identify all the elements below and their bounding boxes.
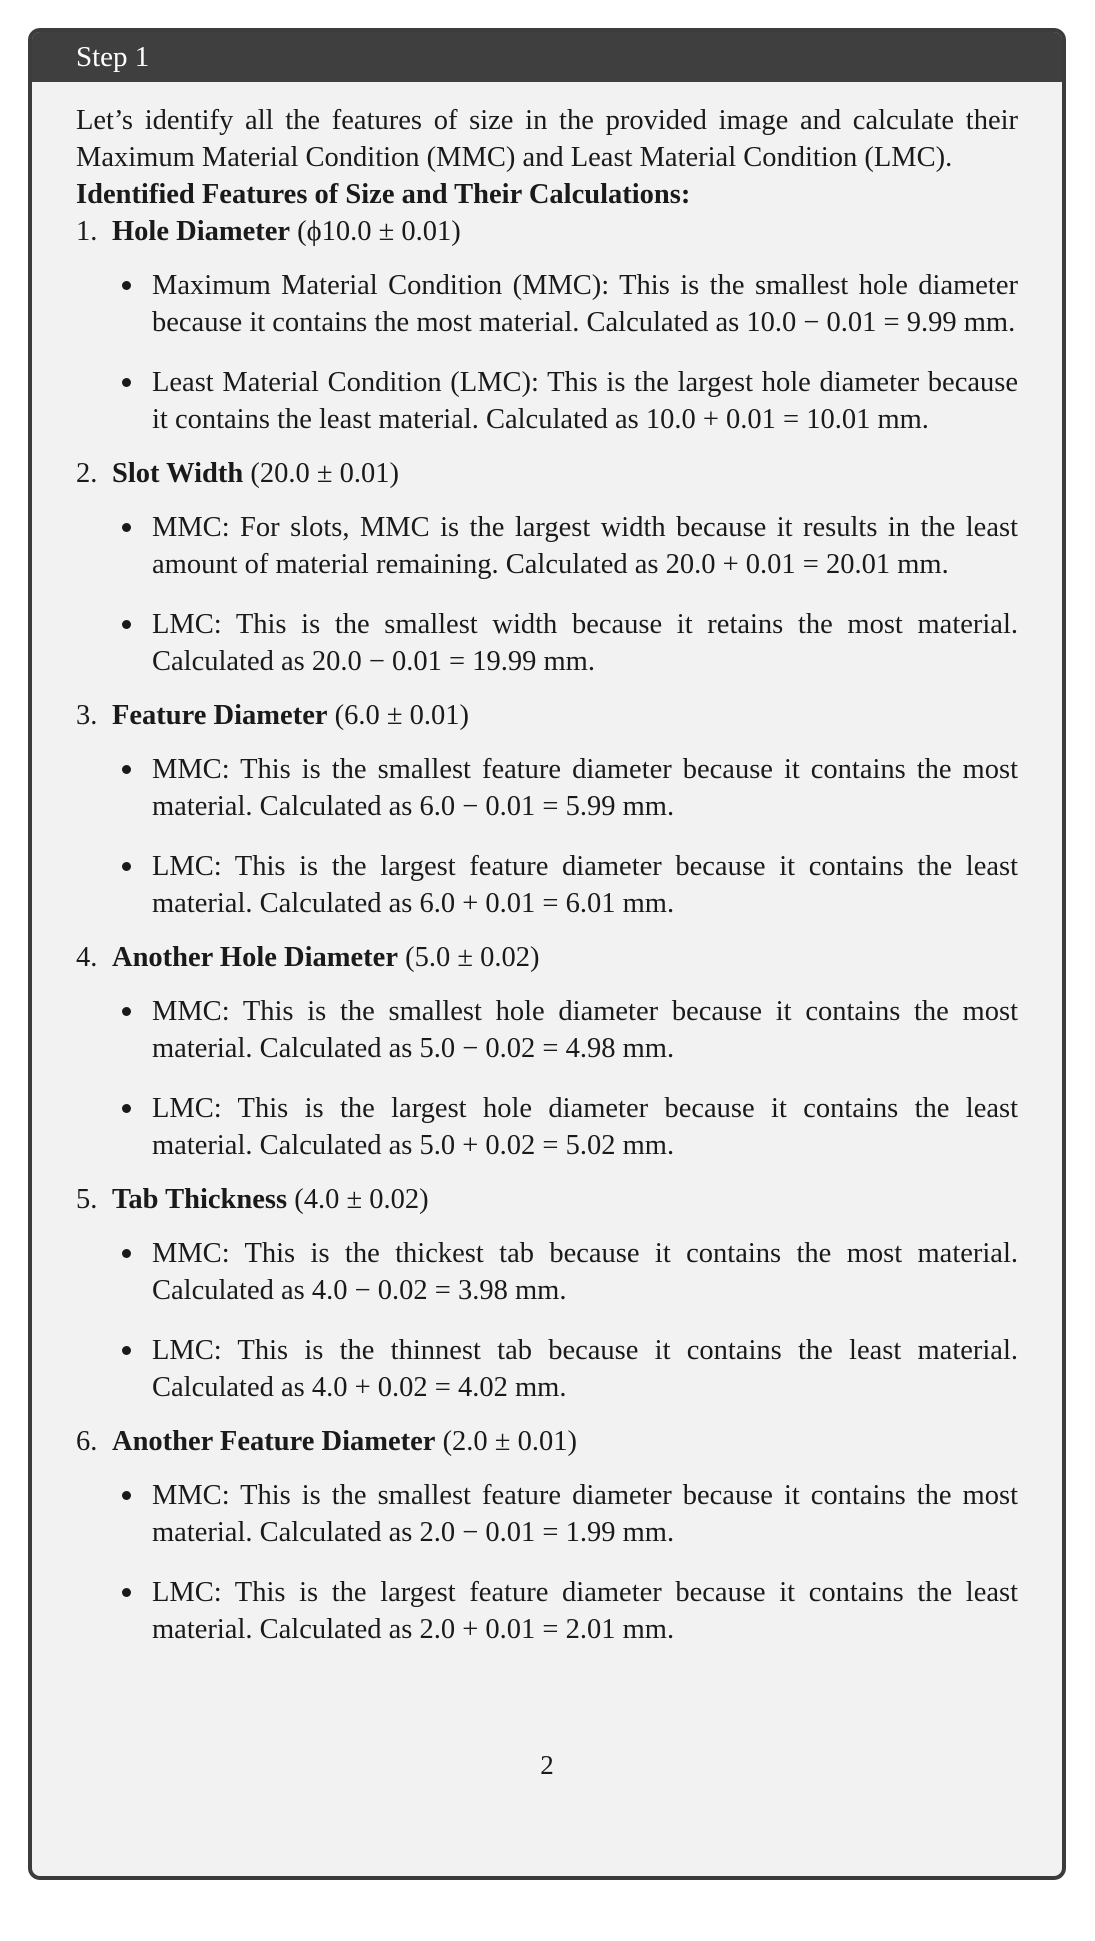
bullet-dot-icon (122, 1346, 131, 1355)
feature-item (76, 213, 1018, 438)
bullet-dot-icon (122, 1007, 131, 1016)
bullet-mmc (152, 267, 1018, 341)
bullet-lmc (152, 364, 1018, 438)
feature-bullets (76, 509, 1018, 680)
page-number: 2 (540, 1750, 554, 1780)
step-body (32, 82, 1062, 1648)
bullet-text: MMC: This is the smallest hole diameter because it contains the most material. Calculated as 5.0 − 0.02 = 4.98 mm. (152, 996, 1018, 1064)
feature-bullets (76, 751, 1018, 922)
bullet-text: LMC: This is the largest feature diameter because it contains the least material. Calculated as 6.0 + 0.01 = 6.01 mm. (152, 851, 1018, 919)
step-card (28, 28, 1066, 1880)
feature-name: Hole Diameter (112, 216, 291, 247)
feature-number: 1. (76, 216, 98, 247)
feature-spec: (5.0 ± 0.02) (405, 942, 540, 973)
intro-paragraph: Let’s identify all the features of size in the provided image and calculate their Maximum Material Condition (MMC) and Least Material Condition (LMC). (76, 105, 1018, 173)
feature-name: Another Feature Diameter (112, 1426, 436, 1457)
bullet-text: Least Material Condition (LMC): This is the largest hole diameter because it contains the least material. Calculated as 10.0 + 0.01 = 10.01 mm. (152, 367, 1018, 435)
bullet-mmc (152, 1235, 1018, 1309)
bullet-lmc (152, 1332, 1018, 1406)
feature-bullets (76, 1477, 1018, 1648)
bullet-dot-icon (122, 1588, 131, 1597)
bullet-lmc (152, 1090, 1018, 1164)
bullet-mmc (152, 751, 1018, 825)
bullet-text: LMC: This is the largest hole diameter because it contains the least material. Calculated as 5.0 + 0.02 = 5.02 mm. (152, 1093, 1018, 1161)
bullet-dot-icon (122, 378, 131, 387)
bullet-mmc (152, 993, 1018, 1067)
feature-number: 6. (76, 1426, 98, 1457)
feature-item (76, 1423, 1018, 1648)
feature-heading (76, 697, 1018, 734)
bullet-dot-icon (122, 862, 131, 871)
feature-heading (76, 1423, 1018, 1460)
feature-name: Slot Width (112, 458, 244, 489)
bullet-text: MMC: This is the thickest tab because it contains the most material. Calculated as 4.0 − 0.02 = 3.98 mm. (152, 1238, 1018, 1306)
feature-item (76, 697, 1018, 922)
feature-spec: (20.0 ± 0.01) (250, 458, 399, 489)
bullet-text: MMC: This is the smallest feature diameter because it contains the most material. Calculated as 2.0 − 0.01 = 1.99 mm. (152, 1480, 1018, 1548)
bullet-mmc (152, 509, 1018, 583)
feature-bullets (76, 1235, 1018, 1406)
feature-spec: (4.0 ± 0.02) (294, 1184, 429, 1215)
feature-heading (76, 939, 1018, 976)
bullet-dot-icon (122, 281, 131, 290)
step-header (32, 32, 1062, 82)
feature-bullets (76, 993, 1018, 1164)
feature-name: Tab Thickness (112, 1184, 288, 1215)
bullet-dot-icon (122, 523, 131, 532)
bullet-text: Maximum Material Condition (MMC): This is the smallest hole diameter because it contains the most material. Calculated as 10.0 − 0.01 = 9.99 mm. (152, 270, 1018, 338)
feature-name: Feature Diameter (112, 700, 328, 731)
feature-spec: (ϕ10.0 ± 0.01) (297, 216, 461, 247)
feature-heading (76, 455, 1018, 492)
bullet-lmc (152, 1574, 1018, 1648)
step-title: Step 1 (76, 41, 150, 73)
bullet-text: MMC: For slots, MMC is the largest width because it results in the least amount of material remaining. Calculated as 20.0 + 0.01 = 20.01 mm. (152, 512, 1018, 580)
feature-heading (76, 1181, 1018, 1218)
feature-item (76, 1181, 1018, 1406)
bullet-lmc (152, 848, 1018, 922)
feature-item (76, 455, 1018, 680)
feature-spec: (2.0 ± 0.01) (442, 1426, 577, 1457)
bullet-dot-icon (122, 620, 131, 629)
bullet-text: LMC: This is the largest feature diameter because it contains the least material. Calculated as 2.0 + 0.01 = 2.01 mm. (152, 1577, 1018, 1645)
bullet-dot-icon (122, 1491, 131, 1500)
bullet-dot-icon (122, 1104, 131, 1113)
feature-number: 3. (76, 700, 98, 731)
feature-item (76, 939, 1018, 1164)
feature-heading (76, 213, 1018, 250)
feature-number: 4. (76, 942, 98, 973)
feature-name: Another Hole Diameter (112, 942, 398, 973)
bullet-text: LMC: This is the smallest width because it retains the most material. Calculated as 20.0 − 0.01 = 19.99 mm. (152, 609, 1018, 677)
bullet-text: LMC: This is the thinnest tab because it contains the least material. Calculated as 4.0 + 0.02 = 4.02 mm. (152, 1335, 1018, 1403)
bullet-text: MMC: This is the smallest feature diameter because it contains the most material. Calculated as 6.0 − 0.01 = 5.99 mm. (152, 754, 1018, 822)
feature-bullets (76, 267, 1018, 438)
feature-number: 2. (76, 458, 98, 489)
bullet-mmc (152, 1477, 1018, 1551)
feature-number: 5. (76, 1184, 98, 1215)
bullet-lmc (152, 606, 1018, 680)
bullet-dot-icon (122, 765, 131, 774)
bullet-dot-icon (122, 1249, 131, 1258)
section-title: Identified Features of Size and Their Calculations: (76, 179, 691, 210)
feature-spec: (6.0 ± 0.01) (334, 700, 469, 731)
